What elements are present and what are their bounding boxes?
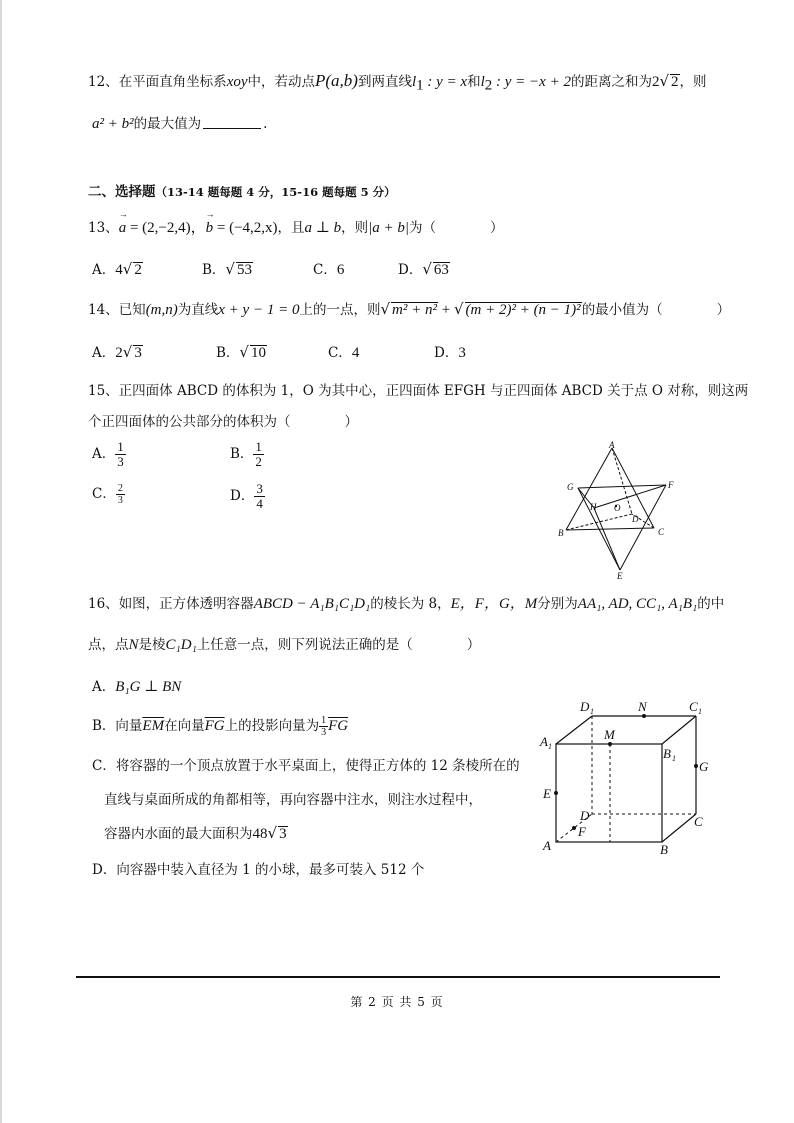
fraction-denominator: 3 (117, 454, 124, 469)
option-text: 在向量 (164, 718, 205, 734)
q12-text: 中，若动点 (247, 74, 316, 90)
option-label: A． (92, 679, 116, 695)
option-a[interactable] (92, 675, 181, 696)
question-number: 14、 (88, 302, 119, 318)
q12-math-l2: l (480, 74, 485, 90)
q14-math-radicand-1: m² + n² (392, 302, 437, 318)
cube-front-face (556, 744, 662, 842)
option-b[interactable] (92, 714, 348, 738)
option-fraction (253, 440, 264, 469)
fraction-numerator: 1 (117, 439, 124, 454)
q12-text: 到两直线 (357, 74, 412, 90)
q12-math-l1-sub: 1 (416, 77, 424, 94)
label-f: F (668, 480, 674, 490)
option-label: C． (328, 345, 352, 361)
q16-text: 分别为 (537, 596, 578, 612)
point-g (694, 764, 698, 768)
q12-text: 在平面直角坐标系 (118, 74, 227, 90)
option-a[interactable] (92, 341, 143, 362)
option-radicand: 2 (134, 262, 142, 278)
label-c1: C (689, 699, 698, 714)
question-number: 15、 (88, 383, 119, 399)
page-number: 第 2 页 共 5 页 (350, 995, 444, 1009)
option-text: 将容器的一个顶点放置于水平桌面上，使得正方体的 12 条棱所在的 (115, 758, 520, 774)
section-note: （13-14 题每题 4 分，15-16 题每题 5 分） (155, 185, 396, 199)
option-radicand: 10 (250, 345, 266, 361)
option-label: B． (202, 262, 226, 278)
point-f (572, 826, 576, 830)
option-c-line3 (104, 822, 288, 843)
q13-math-abs: |a + b| (368, 220, 410, 236)
option-label: B． (216, 345, 240, 361)
q16-cube-figure (534, 698, 720, 858)
q14-text: 上的一点，则 (299, 302, 381, 318)
q13-vector-b: → b (206, 220, 214, 237)
q16-text: 上任意一点，则下列说法正确的是（ ） (196, 637, 481, 653)
q16-text: 的棱长为 8， (370, 596, 451, 612)
option-c[interactable] (92, 754, 520, 774)
fraction-denominator: 3 (321, 727, 327, 738)
label-n: N (638, 699, 647, 714)
sqrt-sign: √ (422, 260, 432, 278)
label-c: C (694, 814, 703, 829)
q16-text: 是棱 (138, 637, 166, 653)
label-g: G (699, 759, 709, 774)
label-a1: A (540, 734, 548, 749)
q16-math-edges: AA₁, AD, CC₁, A₁B₁ (577, 596, 698, 612)
q14-text: 已知 (118, 302, 146, 318)
sqrt-sign: √ (453, 300, 464, 318)
vector-em: $\overline{EM}$ (142, 718, 165, 734)
q14-math-line: x + y − 1 = 0 (218, 302, 300, 318)
vector-fg: $\overline{FG}$ (328, 718, 349, 734)
option-label: A． (92, 262, 116, 278)
fraction-denominator: 4 (256, 496, 263, 511)
q12-math-radicand: 2 (671, 74, 679, 90)
label-d1: D (580, 699, 590, 714)
q12-math-xoy: xoy (226, 74, 248, 90)
edge-b1-c1 (662, 716, 696, 744)
q13-text: 为（ ） (409, 220, 504, 236)
option-label: D． (434, 345, 459, 361)
q13-text: ，则 (341, 220, 369, 236)
section-title: 二、选择题 (88, 184, 156, 200)
q12-math-value: 2 (651, 74, 660, 90)
vector-fg: $\overline{FG}$ (204, 718, 225, 734)
fraction-denominator: 2 (255, 454, 262, 469)
option-c-line2 (104, 788, 482, 808)
option-radicand: 3 (279, 826, 287, 842)
q16-math-edge: C₁D₁ (165, 637, 197, 653)
q13-math-perp: a ⊥ b (304, 220, 342, 236)
q16-line1 (88, 592, 724, 613)
option-fraction (254, 482, 265, 511)
option-value: 48 (252, 826, 268, 842)
option-value: 6 (336, 262, 345, 278)
option-label: D． (398, 262, 423, 278)
label-sub: 1 (590, 707, 594, 716)
question-number: 16、 (88, 596, 119, 612)
option-fraction (115, 440, 126, 469)
q13-text: ，且 (277, 220, 305, 236)
option-value: 3 (458, 345, 466, 361)
q14-math-plus: + (437, 302, 454, 318)
label-m: M (604, 727, 615, 742)
sqrt-sign: √ (122, 343, 133, 361)
option-d[interactable] (92, 858, 424, 878)
option-label: D． (230, 488, 255, 504)
edge-b-c (662, 814, 696, 842)
option-label: A． (92, 446, 116, 462)
sqrt-sign: √ (239, 343, 249, 361)
fraction-denominator: 3 (117, 495, 123, 506)
label-g: G (567, 482, 574, 492)
fraction-numerator: 2 (117, 483, 123, 494)
label-sub: 1 (548, 742, 552, 751)
option-b[interactable] (202, 258, 253, 278)
label-b: B (558, 528, 564, 538)
q12-text: 的距离之和为 (570, 74, 652, 90)
label-a: A (543, 838, 551, 853)
q16-math-cube: ABCD − A₁B₁C₁D₁ (253, 596, 371, 612)
option-text: 容器内水面的最大面积为 (104, 826, 253, 842)
option-label: D． (92, 862, 117, 878)
option-d[interactable] (434, 341, 466, 362)
q14-text: 的最小值为（ ） (581, 302, 731, 318)
option-c[interactable] (328, 341, 359, 362)
edge-bc (566, 528, 654, 530)
label-sub: 1 (672, 754, 676, 763)
option-a[interactable] (92, 258, 143, 279)
option-text: 上的投影向量为 (224, 718, 320, 734)
q16-line2 (88, 633, 480, 654)
question-number: 13、 (88, 220, 119, 236)
q12-math-point: P(a,b) (315, 71, 358, 90)
q15-tetrahedra-figure (550, 438, 680, 580)
q12-math-l1: l (411, 74, 417, 90)
label-d: D (580, 808, 590, 823)
q12-text: 的最大值为 (133, 116, 202, 132)
section-heading (88, 180, 396, 200)
q12-text: 和 (467, 74, 481, 90)
page-edge (0, 0, 2, 1123)
q13-vector-a: → a (119, 220, 127, 237)
option-label: C． (313, 262, 337, 278)
q12-text: ，则 (679, 74, 707, 90)
q12-math-expr: a² + b² (92, 116, 134, 132)
q14-text: 为直线 (177, 302, 219, 318)
sqrt-sign: √ (659, 72, 670, 90)
fraction-numerator: 3 (256, 481, 263, 496)
option-radicand: 3 (134, 345, 142, 361)
option-math: B₁G ⊥ BN (115, 679, 182, 695)
edge-a1-d1 (556, 716, 592, 744)
q16-text: 如图，正方体透明容器 (118, 596, 254, 612)
sqrt-sign: √ (380, 300, 391, 318)
option-value: 4 (115, 262, 123, 278)
option-fraction (319, 715, 328, 738)
q16-text: 的中 (697, 596, 725, 612)
q14-math-radicand-2: (m + 2)² + (n − 1)² (465, 302, 581, 318)
sqrt-sign: √ (267, 824, 278, 842)
q12-line1 (88, 70, 707, 95)
label-e: E (543, 786, 551, 801)
q16-text: 点，点 (88, 637, 129, 653)
label-sub: 1 (698, 707, 702, 716)
q15-line2 (88, 410, 358, 430)
option-text: 向量 (115, 718, 143, 734)
edge-bd (566, 514, 632, 530)
label-e: E (617, 571, 623, 580)
option-a[interactable] (92, 440, 126, 469)
q12-math-l2-eq: : y = −x + 2 (492, 74, 571, 90)
option-c[interactable] (313, 258, 344, 279)
option-b[interactable] (216, 341, 267, 361)
label-o: O (614, 503, 621, 513)
option-text: 直线与桌面所成的角都相等，再向容器中注水，则注水过程中， (104, 792, 482, 808)
label-f: F (578, 824, 586, 839)
q12-math-l1-eq: : y = x (423, 74, 468, 90)
q12-text: . (263, 116, 268, 132)
option-radicand: 53 (236, 262, 252, 278)
q13-math-a-value: = (2,−2,4)， (126, 220, 206, 236)
fraction-numerator: 1 (321, 715, 327, 726)
point-e (554, 791, 558, 795)
q14-math-point: (m,n) (145, 302, 178, 318)
q15-line1 (88, 379, 748, 399)
q12-math-l2-sub: 2 (484, 77, 493, 94)
edge-he (594, 508, 620, 570)
q13-stem (88, 216, 504, 237)
label-h: H (590, 502, 597, 512)
option-label: A． (92, 345, 116, 361)
option-b[interactable] (230, 440, 264, 469)
label-d: D (632, 514, 639, 524)
option-label: C． (92, 758, 116, 774)
label-b1: B (663, 746, 671, 761)
option-d[interactable] (230, 482, 265, 511)
fraction-numerator: 1 (255, 439, 262, 454)
option-fraction (116, 483, 125, 506)
q16-math-points: E，F，G，M (450, 596, 538, 612)
label-b: B (660, 842, 668, 857)
point-m (608, 742, 612, 746)
q13-math-b-value: = (−4,2,x) (213, 220, 278, 236)
question-number: 12、 (88, 74, 119, 90)
sqrt-sign: √ (122, 260, 133, 278)
option-label: B． (92, 718, 116, 734)
q14-stem (88, 298, 730, 319)
option-radicand: 63 (433, 262, 449, 278)
option-c[interactable] (92, 482, 125, 506)
option-label: C． (92, 486, 116, 502)
option-d[interactable] (398, 258, 450, 278)
footer-rule (76, 976, 720, 978)
q15-text: 正四面体 ABCD 的体积为 1，O 为其中心，正四面体 EFGH 与正四面体 ABCD 关于点 O 对称，则这两 (118, 383, 749, 399)
q15-text: 个正四面体的公共部分的体积为（ ） (88, 414, 358, 430)
label-c: C (658, 527, 665, 537)
q16-math-n: N (128, 637, 139, 653)
q12-line2 (92, 112, 267, 133)
answer-blank[interactable] (203, 128, 261, 129)
option-value: 4 (351, 345, 360, 361)
option-label: B． (230, 446, 254, 462)
sqrt-sign: √ (225, 260, 235, 278)
option-text: 向容器中装入直径为 1 的小球，最多可装入 512 个 (116, 862, 425, 878)
point-n (642, 714, 646, 718)
option-value: 2 (115, 345, 123, 361)
label-a: A (609, 440, 615, 450)
